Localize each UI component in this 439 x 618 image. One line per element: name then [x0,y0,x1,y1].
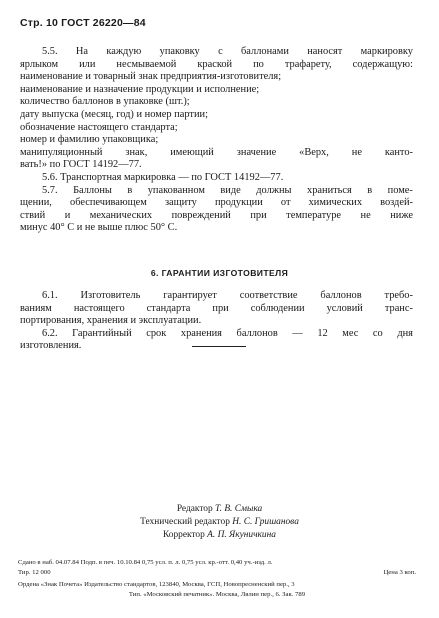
text-line [20,134,413,147]
page-header: Стр. 10 ГОСТ 26220—84 [20,17,146,29]
text-line [20,315,413,328]
editor-name: Т. В. Смыка [215,504,263,514]
imprint-block [18,558,416,599]
text-line [20,147,413,160]
text-line [20,172,413,185]
tech-editor-label: Технический редактор [140,516,230,527]
section-5-text [20,46,413,235]
text-line [20,71,413,84]
imprint-print-details: Сдано в наб. 04.07.84 Подп. в печ. 10.10.84 0,75 усл. п. л. 0,75 усл. кр.-отт. 0,40 уч.-изд. л. [18,559,273,566]
text-line-content: количество баллонов в упаковке (шт.); [20,96,190,108]
text-line-content: дату выпуска (месяц, год) и номер партии; [20,108,208,120]
text-line [20,46,413,59]
imprint-circulation: Тир. 12 000 [18,568,51,576]
text-line [20,303,413,316]
editor-label: Редактор [176,504,213,514]
text-line [20,84,413,97]
text-line-content: наименование и назначение продукции и исполнение; [20,83,260,95]
text-line [20,159,413,172]
section-6-text [20,290,413,353]
text-line-content: изготовления. [20,340,82,352]
text-line-content: ваниям настоящего стандарта при соблюдении условий транс- [20,302,413,314]
imprint-publisher: Ордена «Знак Почета» Издательство стандартов, 123840, Москва, ГСП, Новопресненский пер., 3 [18,581,295,589]
imprint-row-2 [18,568,416,578]
tech-editor-name: Н. С. Гришанова [232,516,299,527]
imprint-row-4 [18,590,416,600]
text-line-content: номер и фамилию упаковщика; [20,134,159,146]
text-line-content: ствий и механических повреждений при температуре не ниже [20,209,413,221]
end-rule [192,346,246,347]
text-line [20,122,413,135]
text-line-content: 6.2. Гарантийный срок хранения баллонов — 12 мес со дня [42,327,413,339]
text-line [20,185,413,198]
text-line [20,96,413,109]
text-line-content: обозначение настоящего стандарта; [20,121,178,133]
corrector-line [0,529,439,542]
text-line [20,59,413,72]
text-line-content: минус 40° С и не выше плюс 50° С. [20,222,178,234]
imprint-price: Цена 3 коп. [383,568,416,576]
corrector-label: Корректор [163,529,205,540]
tech-editor-line [0,516,439,529]
text-line-content: 5.5. На каждую упаковку с баллонами наносят маркировку [42,46,413,57]
section-6-title: 6. ГАРАНТИИ ИЗГОТОВИТЕЛЯ [150,268,289,278]
text-line [20,210,413,223]
imprint-row-3 [18,580,416,590]
text-line-content: вать!» по ГОСТ 14192—77. [20,159,142,171]
text-line [20,290,413,303]
text-line-content: 6.1. Изготовитель гарантирует соответствие баллонов требо- [42,290,413,301]
text-line-content: манипуляционный знак, имеющий значение «Верх, не канто- [20,146,413,158]
text-line-content: 5.7. Баллоны в упакованном виде должны храниться в поме- [42,184,413,196]
credits-block [0,503,439,541]
text-line [20,328,413,341]
text-line-content: ярлыком или несмываемой краской по трафарету, содержащую: [20,58,413,70]
text-line-content: портирования, хранения и эксплуатации. [20,315,202,327]
text-line [20,109,413,122]
text-line [20,222,413,235]
text-line [20,197,413,210]
imprint-printer: Тип. «Московский печатник». Москва, Лялин пер., 6. Зак. 789 [128,590,306,598]
text-line-content: 5.6. Транспортная маркировка — по ГОСТ 14192—77. [42,171,284,183]
editor-line [0,503,439,516]
imprint-row-1 [18,558,416,568]
text-line-content: наименование и товарный знак предприятия-изготовителя; [20,71,282,83]
text-line-content: щении, обеспечивающем защиту продукции от химических воздей- [20,197,413,209]
corrector-name: А. П. Якуничкина [207,529,276,540]
